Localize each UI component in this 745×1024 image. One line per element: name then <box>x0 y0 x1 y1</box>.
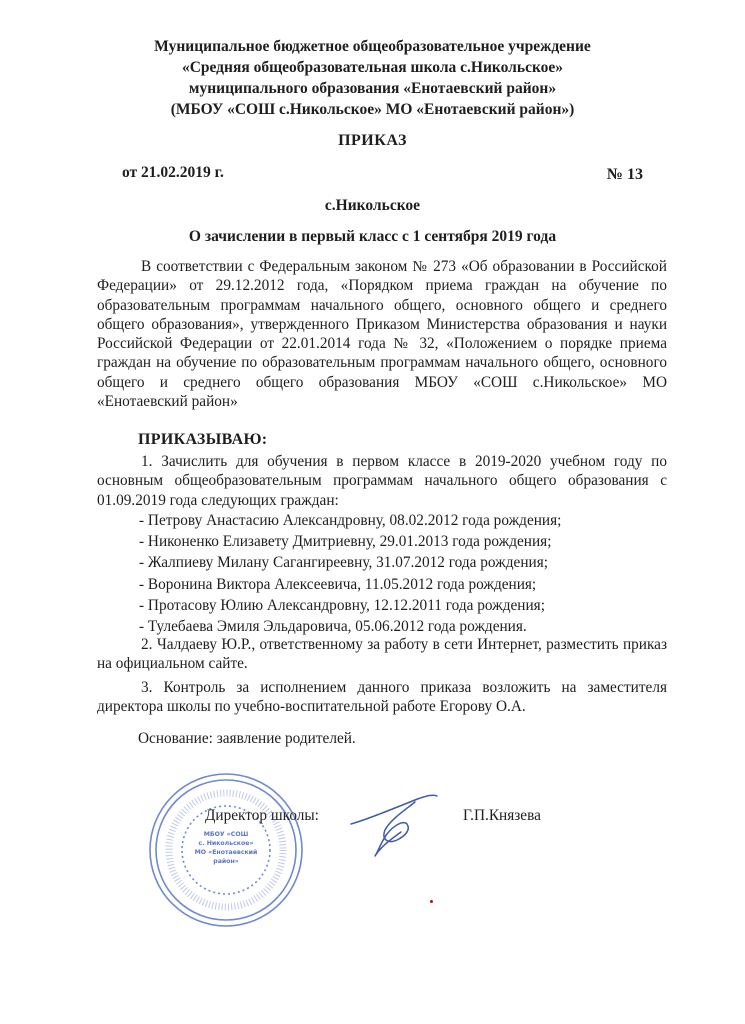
list-item: - Протасову Юлию Александровну, 12.12.2011 года рождения; <box>139 596 545 614</box>
item-3-paragraph <box>97 678 667 717</box>
list-item: - Никоненко Елизавету Дмитриевну, 29.01.2013 года рождения; <box>139 533 552 551</box>
ink-dot <box>430 900 433 903</box>
item-1-paragraph <box>97 452 667 510</box>
header-line-3: муниципального образования «Енотаевский район» <box>188 80 557 97</box>
list-item: - Жалпиеву Милану Сагангиреевну, 31.07.2012 года рождения; <box>139 554 548 572</box>
institution-header <box>60 36 685 120</box>
basis-text: Основание: заявление родителей. <box>138 730 356 747</box>
item-3-text: 3. Контроль за исполнением данного приказа возложить на заместителя директора школы по учебно-воспитательной работе Егорову О.А. <box>97 679 667 716</box>
item-2-text: 2. Чалдаеву Ю.Р., ответственному за работу в сети Интернет, разместить приказ на официальном сайте. <box>97 636 667 673</box>
header-line-4: (МБОУ «СОШ с.Никольское» МО «Енотаевский район») <box>170 101 575 118</box>
director-name: Г.П.Князева <box>463 807 541 824</box>
order-number: № 13 <box>606 166 643 183</box>
list-item: - Воронина Виктора Алексеевича, 11.05.2012 года рождения; <box>139 575 537 593</box>
item-1-text: 1. Зачислить для обучения в первом классе в 2019-2020 учебном году по основным общеобразовательным программам начального общего образования с 01.09.2019 года следующих граждан: <box>97 453 667 509</box>
director-signature <box>345 790 445 860</box>
list-item: - Петрову Анастасию Александровну, 08.02.2012 года рождения; <box>139 512 562 529</box>
header-line-1: Муниципальное бюджетное общеобразовательное учреждение <box>154 38 591 55</box>
student-list <box>139 510 561 637</box>
order-date: от 21.02.2019 г. <box>122 164 224 181</box>
order-title: ПРИКАЗ <box>338 132 407 149</box>
header-line-2: «Средняя общеобразовательная школа с.Никольское» <box>181 59 564 76</box>
stamp-line-2: с. Никольское» <box>198 840 254 847</box>
director-label: Директор школы: <box>205 807 319 824</box>
item-2-paragraph <box>97 635 667 674</box>
stamp-line-1: МБОУ «СОШ <box>203 831 249 838</box>
order-subject: О зачислении в первый класс с 1 сентября 2019 года <box>188 228 557 245</box>
order-place: с.Никольское <box>324 197 421 214</box>
list-item: - Тулебаева Эмиля Эльдаровича, 05.06.2012 года рождения. <box>139 618 527 636</box>
stamp-line-3: МО «Енотаевский <box>194 849 258 856</box>
stamp-line-4: район» <box>213 858 239 865</box>
order-word: ПРИКАЗЫВАЮ: <box>138 431 268 448</box>
preamble-paragraph <box>97 257 667 411</box>
official-stamp <box>148 772 304 928</box>
preamble-text: В соответствии с Федеральным законом № 273 «Об образовании в Российской Федерации» от 29.12.2012 года, «Порядком приема граждан на обучение по образовательным программам начального общего, основного общего и среднего общего образования», утвержденного Приказом Министерства образования и науки Российской Федерации от 22.01.2014 года № 32, «Положением о порядке приема граждан на обучение по образовательным программам начального общего, основного общего и среднего общего образования МБОУ «СОШ с.Никольское» МО «Енотаевский район» <box>97 258 667 411</box>
